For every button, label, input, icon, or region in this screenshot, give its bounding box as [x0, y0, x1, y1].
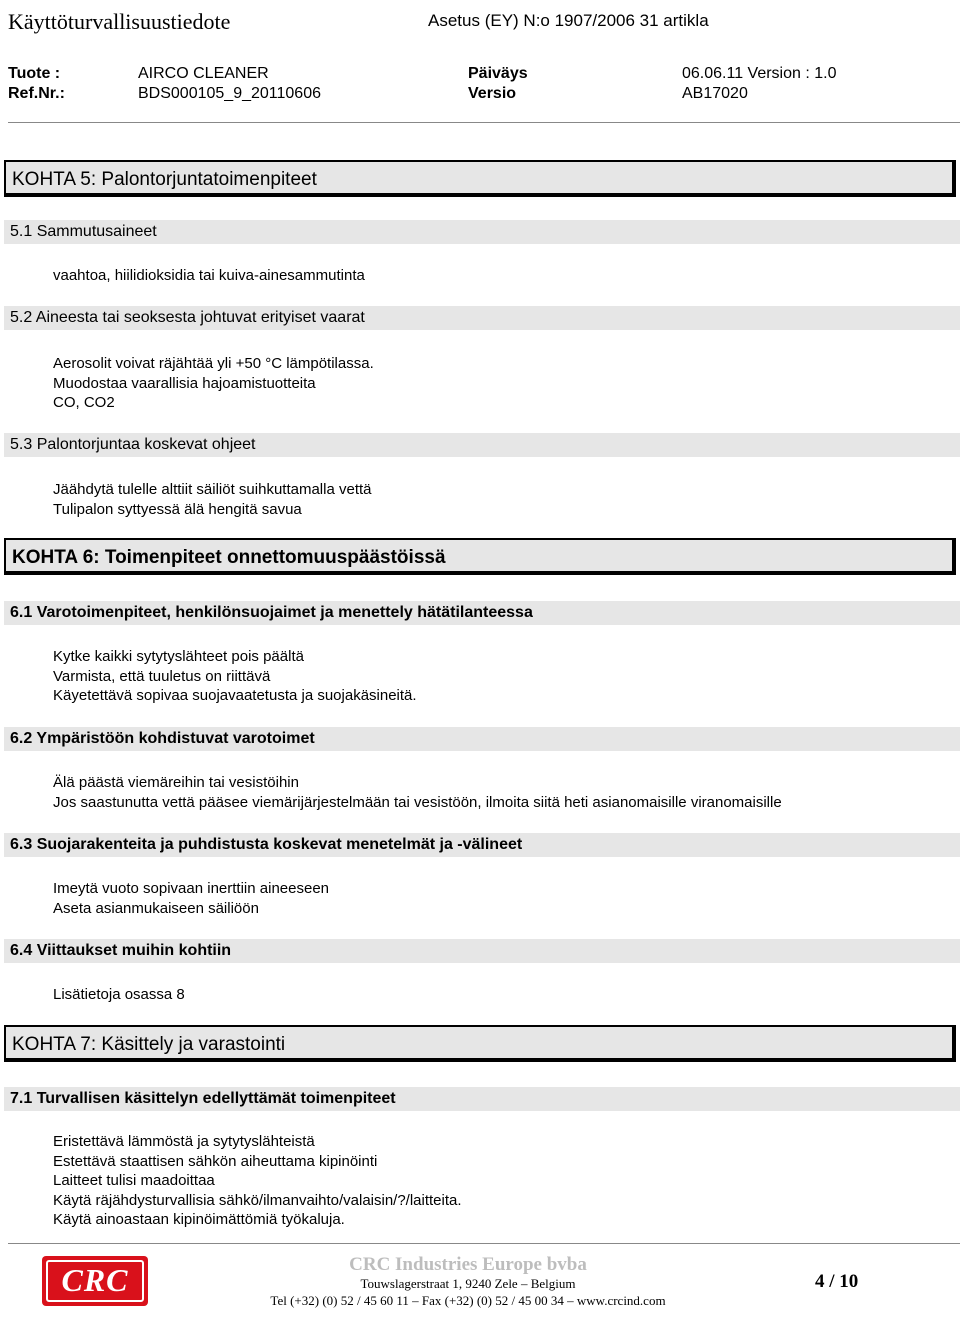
text-line: Estettävä staattisen sähkön aiheuttama kipinöinti	[53, 1152, 378, 1170]
product-row	[8, 65, 948, 85]
text-line: Aseta asianmukaiseen säiliöön	[53, 899, 259, 917]
subsection-6-2-body	[53, 773, 782, 812]
version-value: AB17020	[682, 85, 748, 102]
text-line: Varmista, että tuuletus on riittävä	[53, 667, 271, 685]
subsection-6-2-title: 6.2 Ympäristöön kohdistuvat varotoimet	[10, 730, 315, 747]
reference-row	[8, 85, 948, 105]
text-line: Kytke kaikki sytytyslähteet pois päältä	[53, 648, 304, 665]
section-7-header	[4, 1025, 956, 1062]
subsection-5-2-title: 5.2 Aineesta tai seoksesta johtuvat erityiset vaarat	[10, 309, 365, 326]
company-address: Touwslagerstraat 1, 9240 Zele – Belgium	[360, 1276, 576, 1291]
subsection-6-4-title: 6.4 Viittaukset muihin kohtiin	[10, 942, 232, 959]
section-6-title: KOHTA 6: Toimenpiteet onnettomuuspäästöissä	[12, 547, 446, 568]
text-line: Käytä räjähdysturvallisia sähkö/ilmanvaihto/valaisin/?/laitteita.	[53, 1191, 462, 1209]
subsection-5-1-title: 5.1 Sammutusaineet	[10, 223, 157, 240]
subsection-5-2-header	[4, 306, 960, 330]
text-line: Aerosolit voivat räjähtää yli +50 °C lämpötilassa.	[53, 355, 374, 372]
subsection-6-4-header	[4, 939, 960, 963]
subsection-5-3-body	[53, 480, 372, 519]
regulation-reference: Asetus (EY) N:o 1907/2006 31 artikla	[428, 11, 709, 30]
header-divider	[8, 122, 960, 123]
company-name: CRC Industries Europe bvba	[349, 1254, 587, 1275]
subsection-6-2-header	[4, 727, 960, 751]
text-line: Käyetettävä sopivaa suojavaatetusta ja suojakäsineitä.	[53, 687, 417, 705]
section-6-header	[4, 538, 956, 575]
subsection-6-1-header	[4, 601, 960, 625]
subsection-6-4-body	[53, 985, 185, 1005]
text-line: CO, CO2	[53, 394, 115, 412]
ref-value: BDS000105_9_20110606	[138, 85, 321, 102]
text-line: Jäähdytä tulelle alttiit säiliöt suihkuttamalla vettä	[53, 481, 372, 498]
date-label: Päiväys	[468, 65, 528, 82]
subsection-5-1-body	[53, 266, 365, 286]
company-contact: Tel (+32) (0) 52 / 45 60 11 – Fax (+32) (0) 52 / 45 00 34 – www.crcind.com	[270, 1293, 666, 1308]
version-label: Versio	[468, 85, 517, 102]
subsection-7-1-header	[4, 1087, 960, 1111]
ref-label: Ref.Nr.:	[8, 85, 65, 102]
text-line: Muodostaa vaarallisia hajoamistuotteita	[53, 374, 316, 392]
section-5-title: KOHTA 5: Palontorjuntatoimenpiteet	[12, 169, 317, 190]
subsection-6-3-title: 6.3 Suojarakenteita ja puhdistusta koskevat menetelmät ja -välineet	[10, 836, 523, 853]
text-line: Käytä ainoastaan kipinöimättömiä työkaluja.	[53, 1211, 345, 1229]
subsection-5-3-header	[4, 433, 960, 457]
date-value: 06.06.11 Version : 1.0	[682, 65, 837, 82]
subsection-5-3-title: 5.3 Palontorjuntaa koskevat ohjeet	[10, 436, 256, 453]
text-line: Lisätietoja osassa 8	[53, 986, 185, 1003]
text-line: Tulipalon syttyessä älä hengitä savua	[53, 500, 302, 518]
section-5-header	[4, 160, 956, 197]
subsection-6-1-body	[53, 647, 417, 706]
product-label: Tuote :	[8, 65, 61, 82]
subsection-5-2-body	[53, 354, 374, 413]
footer-divider	[8, 1243, 960, 1244]
text-line: Älä päästä viemäreihin tai vesistöihin	[53, 774, 299, 791]
subsection-7-1-body	[53, 1132, 462, 1230]
text-line: vaahtoa, hiilidioksidia tai kuiva-ainesammutinta	[53, 267, 365, 284]
subsection-6-1-title: 6.1 Varotoimenpiteet, henkilönsuojaimet ja menettely hätätilanteessa	[10, 604, 533, 621]
subsection-6-3-header	[4, 833, 960, 857]
document-title: Käyttöturvallisuustiedote	[8, 9, 231, 34]
subsection-7-1-title: 7.1 Turvallisen käsittelyn edellyttämät toimenpiteet	[10, 1090, 396, 1107]
text-line: Imeytä vuoto sopivaan inerttiin aineeseen	[53, 880, 330, 897]
text-line: Laitteet tulisi maadoittaa	[53, 1172, 215, 1190]
text-line: Jos saastunutta vettä pääsee viemärijärjestelmään tai vesistöön, ilmoita siitä heti asianomaisille viranomaisille	[53, 793, 782, 811]
subsection-6-3-body	[53, 879, 329, 918]
product-value: AIRCO CLEANER	[138, 65, 269, 82]
section-7-title: KOHTA 7: Käsittely ja varastointi	[12, 1034, 286, 1055]
text-line: Eristettävä lämmöstä ja sytytyslähteistä	[53, 1133, 315, 1150]
subsection-5-1-header	[4, 220, 960, 244]
crc-logo: CRC	[42, 1256, 148, 1306]
page-number: 4 / 10	[815, 1271, 859, 1292]
